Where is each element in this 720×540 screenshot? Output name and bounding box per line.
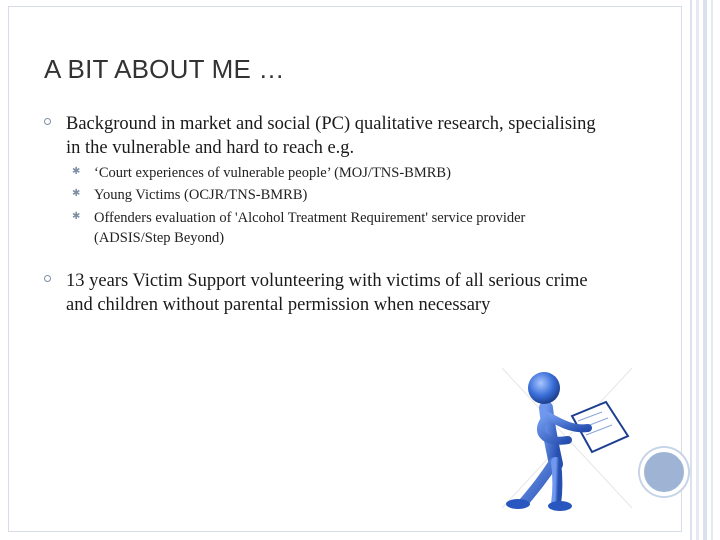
sub-bullet-icon: ✱ <box>72 211 81 222</box>
decorative-rail <box>703 0 707 540</box>
stick-figure-reading-document-icon <box>494 366 636 514</box>
sub-bullet-item <box>72 163 592 183</box>
sub-bullet-item <box>72 185 592 205</box>
sub-bullet-icon: ✱ <box>72 166 81 177</box>
circle-bullet-icon <box>44 118 51 125</box>
sub-bullet-text: Offenders evaluation of 'Alcohol Treatment Requirement' service provider (ADSIS/Step Beyond) <box>94 210 526 246</box>
bullet-item <box>44 269 604 317</box>
sub-bullet-icon: ✱ <box>72 188 81 199</box>
bullet-item <box>44 112 604 160</box>
sub-bullet-text: ‘Court experiences of vulnerable people’ (MOJ/TNS-BMRB) <box>94 165 451 181</box>
slide-title: A BIT ABOUT ME … <box>44 54 285 84</box>
decorative-rail <box>690 0 692 540</box>
bullet-text: Background in market and social (PC) qualitative research, specialising in the vulnerable and hard to reach e.g. <box>66 114 596 158</box>
bullet-text: 13 years Victim Support volunteering with victims of all serious crime and children without parental permission when necessary <box>66 271 588 315</box>
decorative-orb <box>640 448 688 496</box>
circle-bullet-icon <box>44 275 51 282</box>
decorative-rail <box>696 0 699 540</box>
decorative-rail <box>711 0 713 540</box>
sub-bullet-item <box>72 208 592 248</box>
sub-bullet-text: Young Victims (OCJR/TNS-BMRB) <box>94 187 308 203</box>
